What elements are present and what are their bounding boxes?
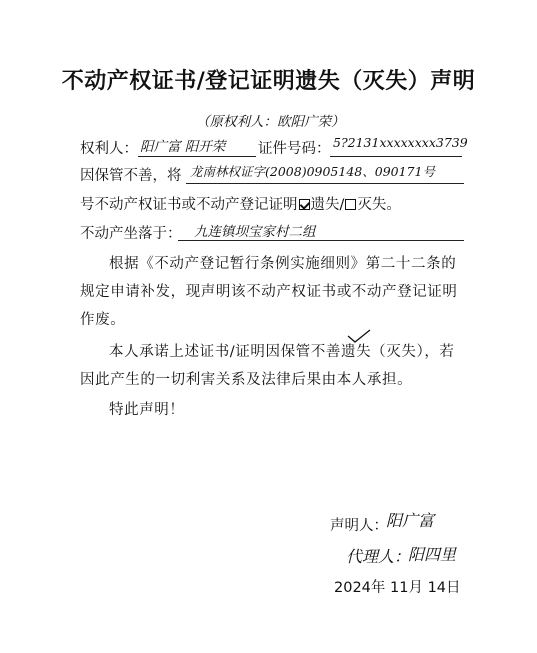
location-value: 九连镇坝宝家村二组 xyxy=(194,224,316,240)
lost-label: 遗失 xyxy=(310,197,340,213)
date: 2024年 11月 14日 xyxy=(334,580,461,596)
reason-value: 龙南林权证字(2008)0905148、090171号 xyxy=(190,164,435,179)
paragraph-regulation: 根据《不动产登记暂行条例实施细则》第二十二条的规定申请补发，现声明该不动产权证书或不动产登记证明作废。 xyxy=(80,256,458,328)
destroyed-label: 灭失。 xyxy=(357,197,401,213)
checkbox-destroyed[interactable] xyxy=(345,199,356,210)
agent-label: 代理人： xyxy=(346,547,411,566)
reason-prefix: 因保管不善，将 xyxy=(80,168,182,184)
rights-holder-value: 阳广富 阳开荣 xyxy=(140,139,226,155)
id-label: 证件号码： xyxy=(258,141,331,157)
reason-underline xyxy=(186,183,464,184)
page-title: 不动产权证书/登记证明遗失（灭失）声明 xyxy=(61,69,476,94)
id-value: 5?2131xxxxxxxx3739 xyxy=(333,135,468,150)
location-underline xyxy=(178,240,464,241)
handwritten-check-mark xyxy=(346,328,372,344)
cert-line-text: 号不动产权证书或不动产登记证明 xyxy=(80,197,298,213)
slash: / xyxy=(339,197,345,213)
original-owner-note: （原权利人：欧阳广荣） xyxy=(196,114,345,130)
id-underline xyxy=(330,156,462,157)
agent-signature: 阳四里 xyxy=(408,545,457,564)
paragraph-commitment: 本人承诺上述证书/证明因保管不善遗失（灭失），若因此产生的一切利害关系及法律后果由本人承担。 xyxy=(80,344,455,388)
paragraph-declaration: 特此声明！ xyxy=(109,402,185,418)
rights-holder-underline xyxy=(138,156,256,157)
declarant-label: 声明人： xyxy=(330,518,388,534)
cert-line xyxy=(80,193,401,214)
declarant-signature: 阳广富 xyxy=(386,511,435,530)
location-label: 不动产坐落于： xyxy=(80,226,182,242)
rights-holder-label: 权利人： xyxy=(80,141,138,157)
checkbox-lost[interactable] xyxy=(299,199,310,210)
